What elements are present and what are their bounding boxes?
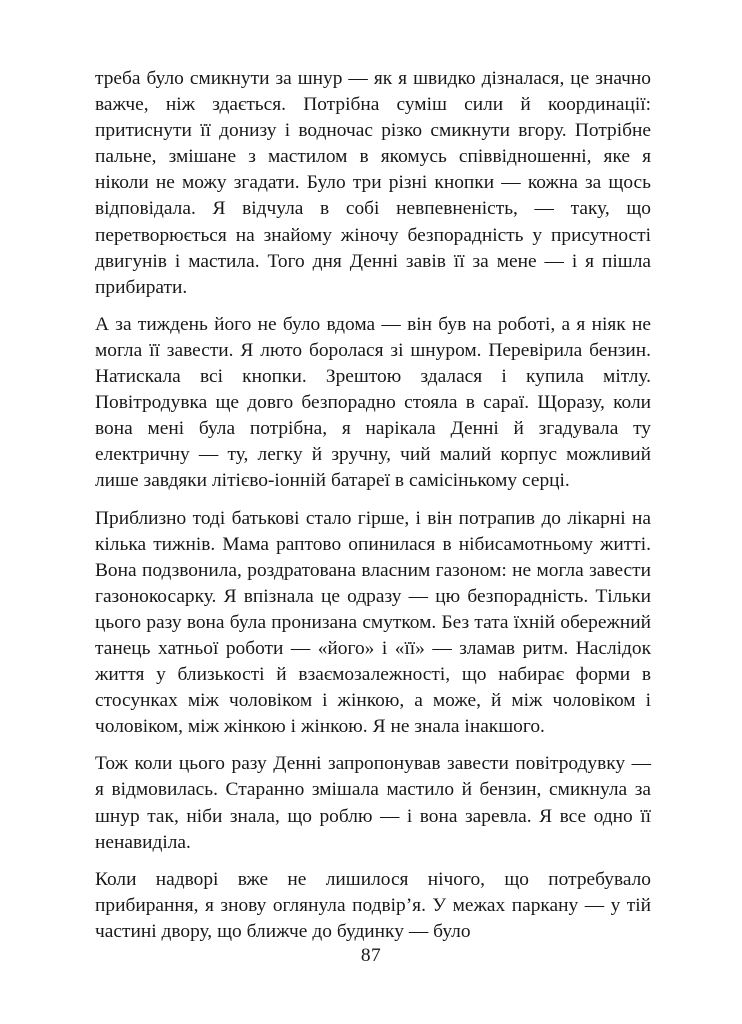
paragraph: Приблизно тоді батькові стало гірше, і він потрапив до лікарні на кілька тижнів. Мама раптово опинилася в нібисамотньому житті. Вона подзвонила, роздратована власним газоном: не могла завести газонокосарку. Я впізнала це одразу — цю безпорадність. Тільки цього разу вона була пронизана смутком. Без тата їхній обережний танець хатньої роботи — «його» і «її» — зламав ритм. Наслідок життя у близькості й взаємозалежності, що набирає форми в стосунках між чоловіком і жінкою, а може, й між чоловіком і чоловіком, між жінкою і жінкою. Я не знала інакшого. [95,507,651,738]
body-text-column [95,66,651,945]
page-number: 87 [360,945,382,966]
paragraph: треба було смикнути за шнур — як я швидко дізналася, це значно важче, ніж здається. Потрібна суміш сили й координації: притиснути її донизу і водночас різко смикнути вгору. Потрібне пальне, змішане з мастилом в якомусь співвідношенні, яке я ніколи не можу згадати. Було три різні кнопки — кожна за щось відповідала. Я відчула в собі невпевненість, — таку, що перетворюється на знайому жіночу безпорадність у присутності двигунів і мастила. Того дня Денні завів її за мене — і я пішла прибирати. [95,68,651,298]
paragraph: А за тиждень його не було вдома — він був на роботі, а я ніяк не могла її завести. Я люто боролася зі шнуром. Перевірила бензин. Натискала всі кнопки. Зрештою здалася і купила мітлу. Повітродувка ще довго безпорадно стояла в сараї. Щоразу, коли вона мені була потрібна, я нарікала Денні й згадувала ту електричну — ту, легку й зручну, чий малий корпус можливий лише завдяки літієво-іонній батареї в самісінькому серці. [95,313,651,492]
paragraph: Тож коли цього разу Денні запропонував завести повітродувку — я відмовилась. Старанно змішала мастило й бензин, смикнула за шнур так, ніби знала, що роблю — і вона заревла. Я все одно її ненавиділа. [95,753,651,853]
paragraph: Коли надворі вже не лишилося нічого, що потребувало прибирання, я знову оглянула подвір’я. У межах паркану — у тій частині двору, що ближче до будинку — було [95,868,651,942]
